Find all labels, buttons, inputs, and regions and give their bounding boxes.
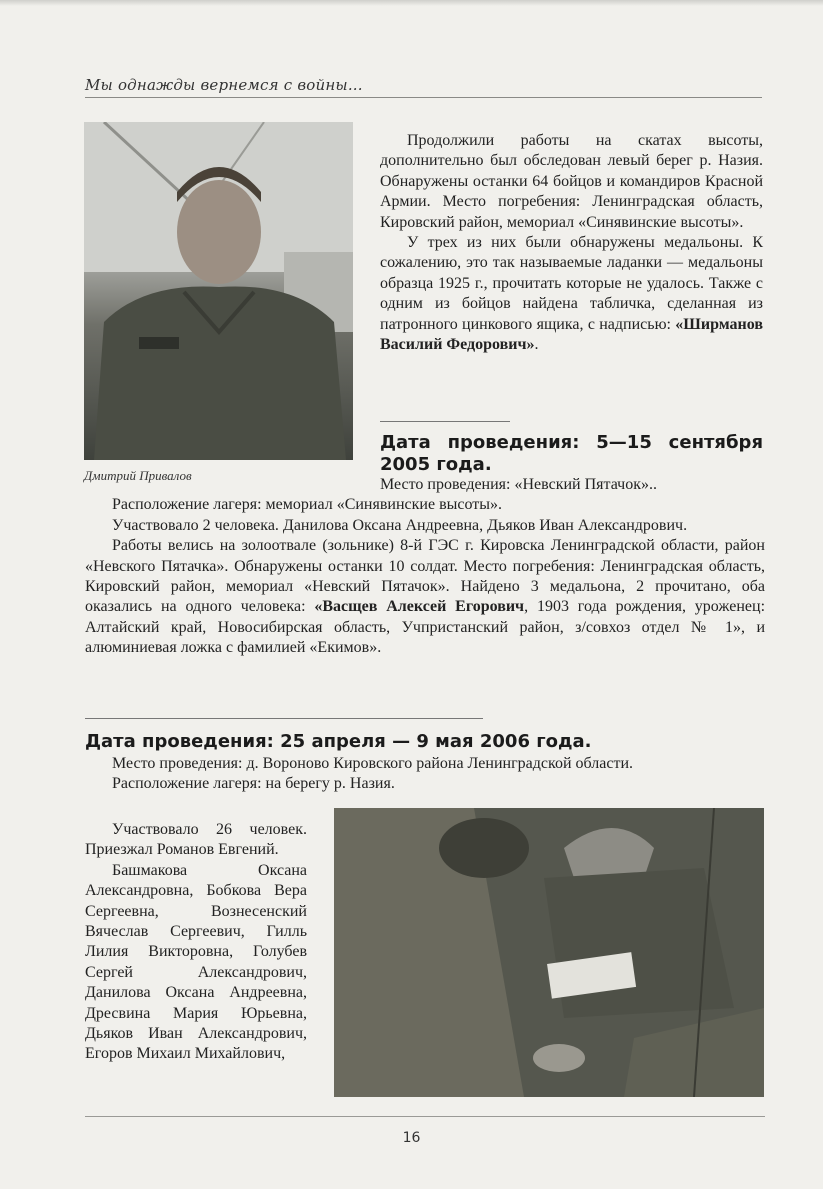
- bold-name: «Ширманов Василий Федорович»: [380, 315, 763, 354]
- section-heading: Дата проведения: 25 апреля — 9 мая 2006 года.: [85, 731, 592, 752]
- paragraph: [380, 233, 763, 355]
- section2-text: [85, 754, 765, 795]
- field-work-photo: [334, 808, 764, 1097]
- bold-name: «Васщев Алексей Егорович: [314, 598, 525, 616]
- section-rule: [380, 421, 510, 422]
- footer-rule: [85, 1116, 765, 1117]
- photo-caption: Дмитрий Привалов: [84, 468, 192, 483]
- paragraph: Расположение лагеря: мемориал «Синявинские высоты».: [112, 496, 503, 514]
- text-span: Работы велись на золоотвале (зольнике) 8-й ГЭС г. Кировска Ленинградской области, район «Невского Пятачка». Обнаружены останки 10 солдат. Место погребения: Ленинградская область, Кировский район, мемориал «Невский Пятачок». Найдено 3 медальона, 2 прочитано, оба оказались на одного человека:: [85, 537, 765, 616]
- running-head: Мы однажды вернемся с войны...: [85, 76, 363, 94]
- page-edge: [0, 0, 823, 6]
- paragraph: [85, 536, 765, 658]
- text-span: , 1903 года рождения, уроженец: Алтайский край, Новосибирская область, Учпристанский район, з/совхоз отдел № 1», и алюминиевая ложка с фамилией «Екимов».: [85, 598, 766, 657]
- paragraph: Продолжили работы на скатах высоты, дополнительно был обследован левый берег р. Назия. Обнаружены останки 64 бойцов и командиров Красной Армии. Место погребения: Ленинградская область, Кировский район, мемориал «Синявинские высоты».: [380, 132, 763, 231]
- text-span: .: [534, 336, 539, 354]
- paragraph: Участвовало 2 человека. Данилова Оксана Андреевна, Дьяков Иван Александрович.: [112, 516, 688, 534]
- section2-narrow-text: [85, 820, 307, 1065]
- field-work-illustration: [334, 808, 764, 1097]
- paragraph: Расположение лагеря: на берегу р. Назия.: [112, 775, 395, 793]
- page-number: 16: [402, 1130, 421, 1146]
- paragraph: Участвовало 26 человек. Приезжал Романов Евгений.: [85, 821, 307, 859]
- paragraph: Место проведения: д. Вороново Кировского района Ленинградской области.: [112, 755, 633, 772]
- text-span: У трех из них были обнаружены медальоны. К сожалению, это так называемые ладанки — медальоны образца 1925 г., прочитать которые не удалось. Также с одним из бойцов найдена табличка, сделанная из патронного цинкового ящика, с надписью:: [380, 234, 763, 333]
- header-rule: [85, 97, 762, 98]
- portrait-photo: [84, 122, 353, 460]
- portrait-illustration: [84, 122, 353, 460]
- section-rule: [85, 718, 483, 719]
- paragraph: Место проведения: «Невский Пятачок»..: [380, 476, 657, 493]
- right-column-text: [380, 131, 763, 355]
- section-heading: Дата проведения: 5—15 сентября 2005 года.: [380, 432, 763, 475]
- paragraph: Башмакова Оксана Александровна, Бобкова Вера Сергеевна, Вознесенский Вячеслав Сергеевич, Гилль Лилия Викторовна, Голубев Сергей Александрович, Данилова Оксана Андреевна, Дресвина Мария Юрьевна, Дьяков Иван Александрович, Егоров Михаил Михайлович,: [85, 861, 307, 1063]
- section1-text: [85, 475, 765, 659]
